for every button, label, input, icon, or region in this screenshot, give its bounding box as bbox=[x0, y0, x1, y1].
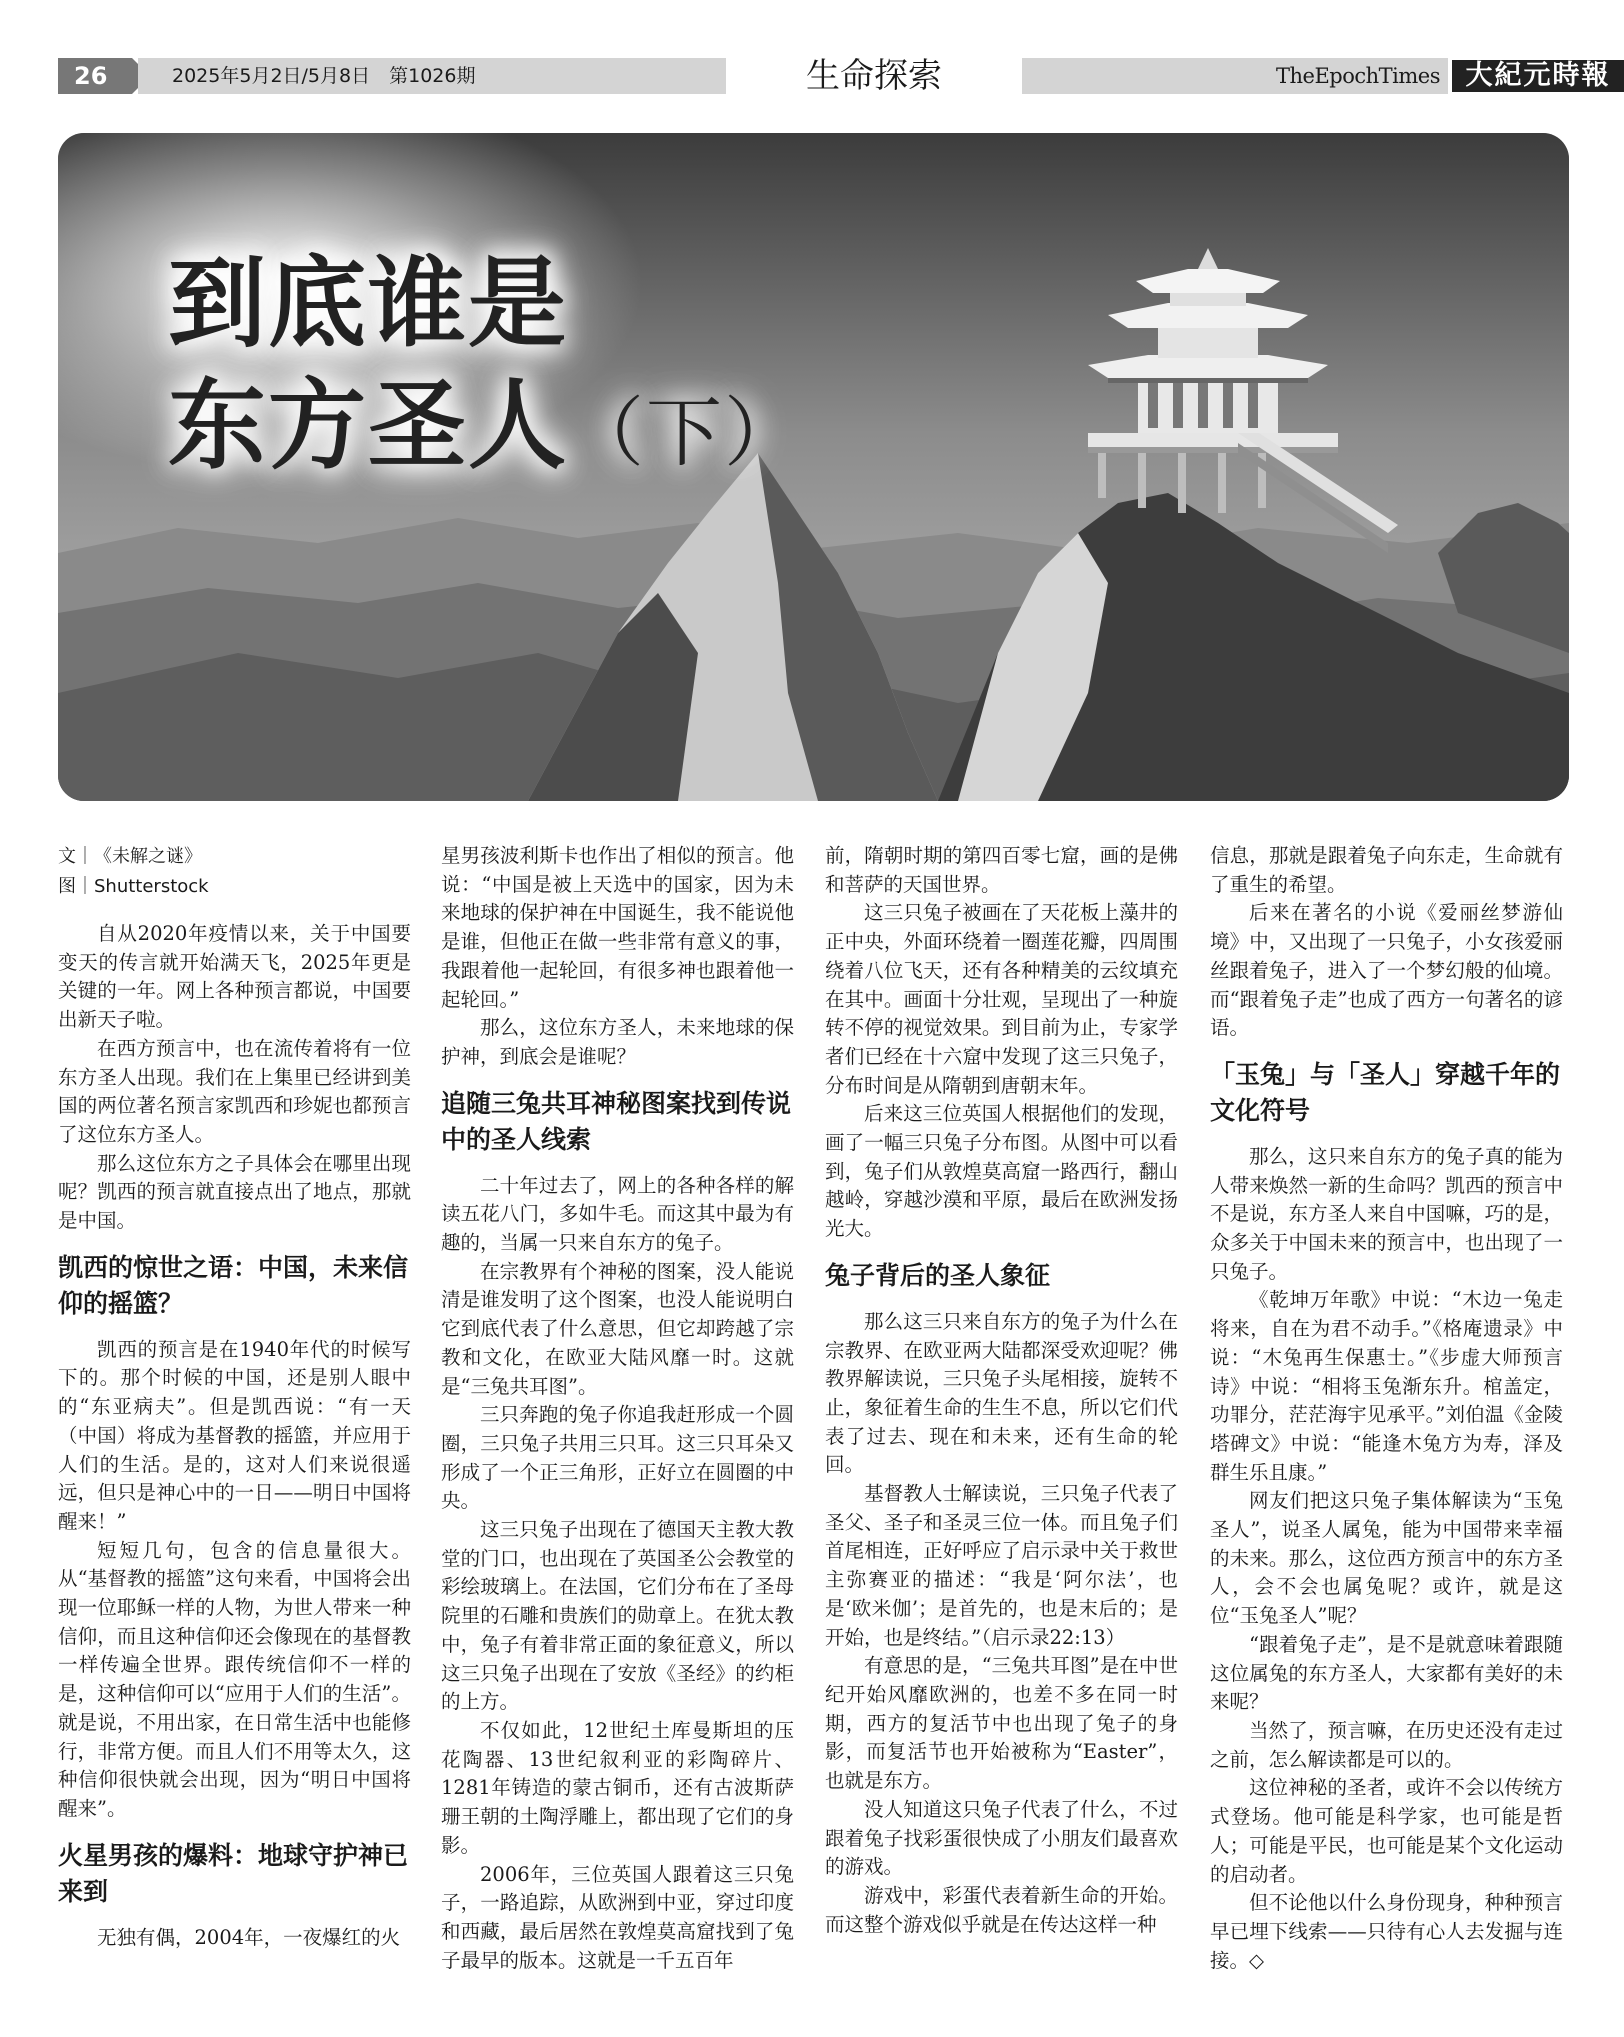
paragraph: 无独有偶，2004年，一夜爆红的火 bbox=[97, 1925, 401, 1949]
subheading: 火星男孩的爆料：地球守护神已来到 bbox=[58, 1840, 409, 1906]
author-credit: 文｜《未解之谜》 bbox=[58, 846, 202, 867]
paragraph: 那么，这只来自东方的兔子真的能为人带来焕然一新的生命吗？凯西的预言中不是说，东方圣人来自中国嘛，巧的是，众多关于中国未来的预言中，也出现了一只兔子。 bbox=[1210, 1144, 1563, 1283]
headline-part-label: （下） bbox=[568, 388, 803, 477]
article-column-1 bbox=[58, 842, 411, 1952]
subheading: 凯西的惊世之语：中国，未来信仰的摇篮？ bbox=[58, 1252, 409, 1318]
paragraph: 这三只兔子被画在了天花板上藻井的正中央，外面环绕着一圈莲花瓣，四周围绕着八位飞天，还有各种精美的云纹填充在其中。画面十分壮观，呈现出了一种旋转不停的视觉效果。到目前为止，专家学者们已经在十六窟中发现了这三只兔子，分布时间是从隋朝到唐朝末年。 bbox=[825, 901, 1178, 1097]
paragraph: 基督教人士解读说，三只兔子代表了圣父、圣子和圣灵三位一体。而且兔子们首尾相连，正好呼应了启示录中关于救世主弥赛亚的描述：“我是‘阿尔法’，也是‘欧米伽’；是首先的，也是末后的；是开始，也是终结。”（启示录22:13） bbox=[825, 1482, 1178, 1649]
paragraph: 游戏中，彩蛋代表着新生命的开始。而这整个游戏似乎就是在传达这样一种 bbox=[825, 1883, 1178, 1936]
paragraph: 星男孩波利斯卡也作出了相似的预言。他说：“中国是被上天选中的国家，因为未来地球的保护神在中国诞生，我不能说他是谁，但他正在做一些非常有意义的事，我跟着他一起轮回，有很多神也跟着他一起轮回。” bbox=[441, 844, 794, 1011]
paragraph: 《乾坤万年歌》中说：“木边一兔走将来，自在为君不动手。”《格庵遗录》中说：“木兔再生保惠士。”《步虚大师预言诗》中说：“相将玉兔渐东升。棺盖定，功罪分，茫茫海宇见承平。”刘伯温《金陵塔碑文》中说：“能逢木兔方为寿，泽及群生乐且康。” bbox=[1210, 1288, 1563, 1484]
paragraph: 那么这三只来自东方的兔子为什么在宗教界、在欧亚两大陆都深受欢迎呢？佛教界解读说，三只兔子头尾相接，旋转不止，象征着生命的生生不息，所以它们代表了过去、现在和未来，还有生命的轮回。 bbox=[825, 1309, 1178, 1477]
photo-credit: 图｜Shutterstock bbox=[58, 876, 209, 897]
paragraph: 网友们把这只兔子集体解读为“玉兔圣人”，说圣人属兔，能为中国带来幸福的未来。那么，这位西方预言中的东方圣人，会不会也属兔呢？或许，就是这位“玉兔圣人”呢？ bbox=[1210, 1489, 1563, 1628]
section-title: 生命探索 bbox=[806, 56, 942, 96]
issue-date: 2025年5月2日/5月8日 第1026期 bbox=[138, 58, 726, 94]
paragraph: 在西方预言中，也在流传着将有一位东方圣人出现。我们在上集里已经讲到美国的两位著名预言家凯西和珍妮也都预言了这位东方圣人。 bbox=[58, 1036, 411, 1146]
article-column-3 bbox=[825, 842, 1178, 1939]
brand-english: TheEpochTimes bbox=[1276, 64, 1441, 88]
paragraph: 信息，那就是跟着兔子向东走，生命就有了重生的希望。 bbox=[1210, 844, 1563, 896]
paragraph: 短短几句，包含的信息量很大。从“基督教的摇篮”这句来看，中国将会出现一位耶稣一样的人物，为世人带来一种信仰，而且这种信仰还会像现在的基督教一样传遍全世界。跟传统信仰不一样的是，这种信仰可以“应用于人们的生活”。就是说，不用出家，在日常生活中也能修行，非常方便。而且人们不用等太久，这种信仰很快就会出现，因为“明日中国将醒来”。 bbox=[58, 1538, 411, 1820]
article-column-4 bbox=[1210, 842, 1563, 1975]
paragraph: 这三只兔子出现在了德国天主教大教堂的门口，也出现在了英国圣公会教堂的彩绘玻璃上。在法国，它们分布在了圣母院里的石雕和贵族们的勋章上。在犹太教中，兔子有着非常正面的象征意义，所以这三只兔子出现在了安放《圣经》的约柜的上方。 bbox=[441, 1518, 794, 1714]
page-header bbox=[58, 56, 1611, 96]
paragraph: 不仅如此，12世纪土库曼斯坦的压花陶器、13世纪叙利亚的彩陶碎片、1281年铸造的蒙古铜币，还有古波斯萨珊王朝的土陶浮雕上，都出现了它们的身影。 bbox=[441, 1718, 794, 1857]
headline-line-1: 到底谁是 bbox=[168, 247, 569, 361]
hero-photo bbox=[58, 133, 1569, 801]
paragraph: 那么这位东方之子具体会在哪里出现呢？凯西的预言就直接点出了地点，那就是中国。 bbox=[58, 1151, 411, 1233]
headline-line-2 bbox=[168, 365, 802, 494]
paragraph: 那么，这位东方圣人，未来地球的保护神，到底会是谁呢？ bbox=[441, 1016, 794, 1068]
page-number: 26 bbox=[58, 58, 132, 94]
paragraph: “跟着兔子走”，是不是就意味着跟随这位属兔的东方圣人，大家都有美好的未来呢？ bbox=[1210, 1632, 1563, 1714]
paragraph: 后来这三位英国人根据他们的发现，画了一幅三只兔子分布图。从图中可以看到，兔子们从敦煌莫高窟一路西行，翻山越岭，穿越沙漠和平原，最后在欧洲发扬光大。 bbox=[825, 1102, 1178, 1241]
paragraph: 凯西的预言是在1940年代的时候写下的。那个时候的中国，还是别人眼中的“东亚病夫”。但是凯西说：“有一天（中国）将成为基督教的摇篮，并应用于人们的生活。是的，这对人们来说很遥远，但只是神心中的一日——明日中国将醒来！” bbox=[58, 1337, 411, 1533]
paragraph: 2006年，三位英国人跟着这三只兔子，一路追踪，从欧洲到中亚，穿过印度和西藏，最后居然在敦煌莫高窟找到了兔子最早的版本。这就是一千五百年 bbox=[441, 1862, 794, 1972]
paragraph: 没人知道这只兔子代表了什么，不过跟着兔子找彩蛋很快成了小朋友们最喜欢的游戏。 bbox=[825, 1797, 1178, 1879]
brand-logo: 大紀元時報 bbox=[1452, 60, 1624, 92]
paragraph: 后来在著名的小说《爱丽丝梦游仙境》中，又出现了一只兔子，小女孩爱丽丝跟着兔子，进入了一个梦幻般的仙境。而“跟着兔子走”也成了西方一句著名的谚语。 bbox=[1210, 901, 1563, 1040]
headline-line-2-text: 东方圣人 bbox=[168, 369, 569, 483]
paragraph: 但不论他以什么身份现身，种种预言早已埋下线索——只待有心人去发掘与连接。◇ bbox=[1210, 1891, 1563, 1972]
paragraph: 前，隋朝时期的第四百零七窟，画的是佛和菩萨的天国世界。 bbox=[825, 844, 1178, 896]
paragraph: 自从2020年疫情以来，关于中国要变天的传言就开始满天飞，2025年更是关键的一年。网上各种预言都说，中国要出新天子啦。 bbox=[58, 922, 411, 1032]
paragraph: 在宗教界有个神秘的图案，没人能说清是谁发明了这个图案，也没人能说明白它到底代表了什么意思，但它却跨越了宗教和文化，在欧亚大陆风靡一时。这就是“三兔共耳图”。 bbox=[441, 1259, 794, 1398]
subheading: 追随三兔共耳神秘图案找到传说中的圣人线索 bbox=[441, 1088, 792, 1154]
article-column-2 bbox=[441, 842, 794, 1975]
headline bbox=[168, 243, 802, 494]
paragraph: 二十年过去了，网上的各种各样的解读五花八门，多如牛毛。而这其中最为有趣的，当属一只来自东方的兔子。 bbox=[441, 1173, 794, 1255]
paragraph: 有意思的是，“三兔共耳图”是在中世纪开始风靡欧洲的，也差不多在同一时期，西方的复活节中也出现了兔子的身影，而复活节也开始被称为“Easter”，也就是东方。 bbox=[825, 1654, 1178, 1793]
paragraph: 这位神秘的圣者，或许不会以传统方式登场。他可能是科学家，也可能是哲人；可能是平民，也可能是某个文化运动的启动者。 bbox=[1210, 1776, 1563, 1886]
subheading: 「玉兔」与「圣人」穿越千年的文化符号 bbox=[1210, 1059, 1561, 1125]
paragraph: 三只奔跑的兔子你追我赶形成一个圆圈，三只兔子共用三只耳。这三只耳朵又形成了一个正三角形，正好立在圆圈的中央。 bbox=[441, 1403, 794, 1513]
subheading: 兔子背后的圣人象征 bbox=[825, 1260, 1051, 1290]
paragraph: 当然了，预言嘛，在历史还没有走过之前，怎么解读都是可以的。 bbox=[1210, 1718, 1563, 1771]
